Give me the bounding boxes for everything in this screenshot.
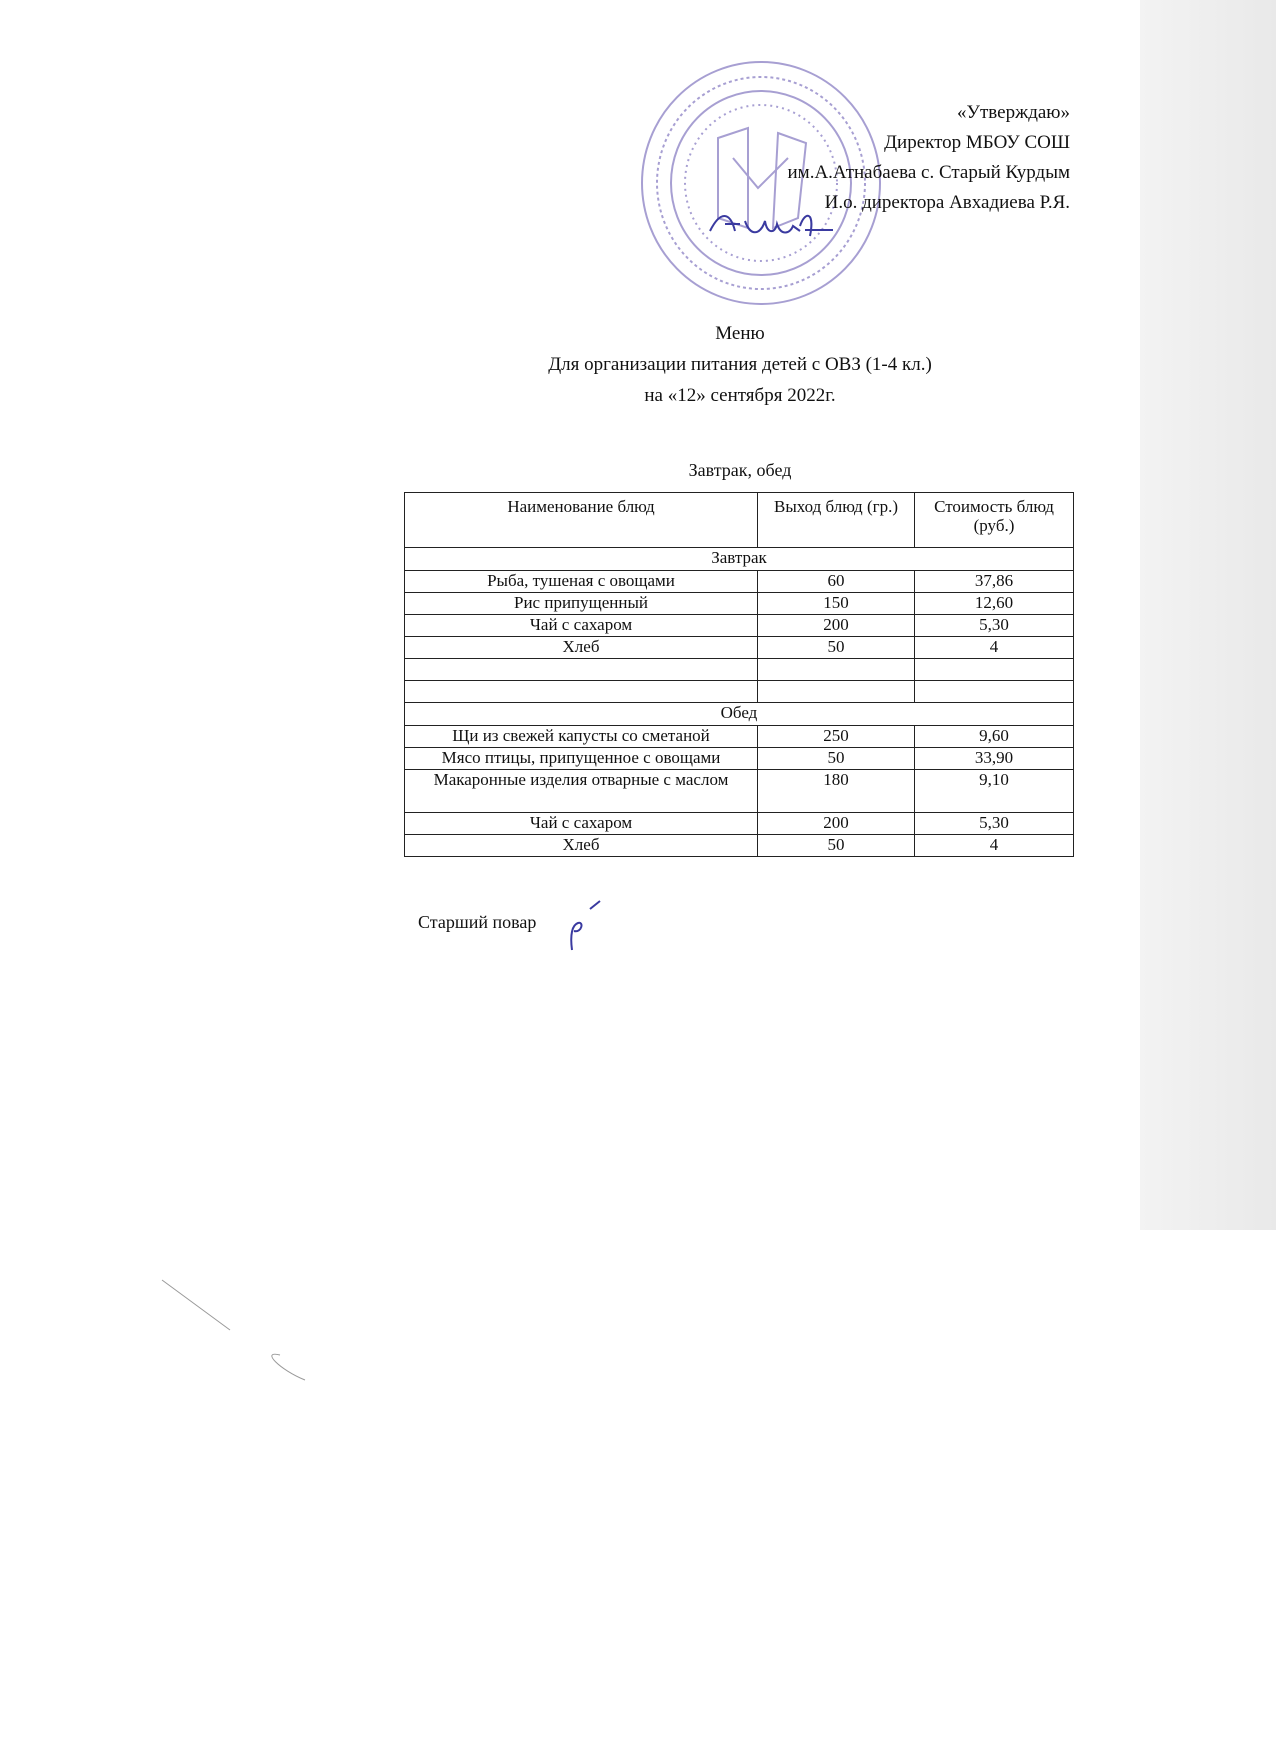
- director-signature: [705, 206, 835, 246]
- dish-price: 12,60: [915, 593, 1074, 615]
- title-purpose: Для организации питания детей с ОВЗ (1-4 кл.): [548, 354, 932, 375]
- table-row: [405, 770, 1074, 813]
- dish-name: Чай с сахаром: [405, 813, 758, 835]
- table-row: [405, 571, 1074, 593]
- empty-cell: [405, 681, 758, 703]
- dish-weight: 60: [758, 571, 915, 593]
- empty-row: [405, 659, 1074, 681]
- dish-name: Мясо птицы, припущенное с овощами: [405, 748, 758, 770]
- table-row: [405, 835, 1074, 857]
- empty-cell: [405, 659, 758, 681]
- table-row: [405, 748, 1074, 770]
- empty-row: [405, 681, 1074, 703]
- scan-edge-shade: [1140, 0, 1276, 1230]
- dish-price: 9,10: [915, 770, 1074, 813]
- dish-name: Макаронные изделия отварные с маслом: [405, 770, 758, 813]
- table-row: [405, 726, 1074, 748]
- dish-price: 33,90: [915, 748, 1074, 770]
- empty-cell: [915, 681, 1074, 703]
- approval-director: И.о. директора Авхадиева Р.Я.: [824, 192, 1070, 213]
- empty-cell: [915, 659, 1074, 681]
- dish-name: Рыба, тушеная с овощами: [405, 571, 758, 593]
- dish-weight: 150: [758, 593, 915, 615]
- cook-signature: [560, 895, 620, 955]
- table-row: [405, 813, 1074, 835]
- title-date: на «12» сентября 2022г.: [644, 385, 836, 406]
- empty-cell: [758, 659, 915, 681]
- dish-name: Щи из свежей капусты со сметаной: [405, 726, 758, 748]
- table-header-row: [405, 493, 1074, 548]
- dish-name: Хлеб: [405, 637, 758, 659]
- dish-price: 37,86: [915, 571, 1074, 593]
- dish-name: Хлеб: [405, 835, 758, 857]
- section-lunch: [405, 703, 1074, 726]
- header-weight: Выход блюд (гр.): [758, 493, 915, 548]
- menu-table: [404, 492, 1074, 857]
- title-menu: Меню: [715, 323, 765, 344]
- dish-weight: 180: [758, 770, 915, 813]
- dish-price: 5,30: [915, 615, 1074, 637]
- approval-block: [788, 98, 1071, 218]
- approval-title: «Утверждаю»: [957, 102, 1070, 123]
- section-label: Завтрак: [405, 548, 1074, 571]
- dish-weight: 200: [758, 615, 915, 637]
- dish-weight: 250: [758, 726, 915, 748]
- empty-cell: [758, 681, 915, 703]
- dish-weight: 50: [758, 748, 915, 770]
- scan-mark: [160, 1270, 310, 1410]
- section-label: Обед: [405, 703, 1074, 726]
- table-row: [405, 615, 1074, 637]
- table-row: [405, 593, 1074, 615]
- cook-label: Старший повар: [418, 912, 537, 932]
- dish-weight: 50: [758, 637, 915, 659]
- approval-school: им.А.Атнабаева с. Старый Курдым: [787, 162, 1070, 183]
- dish-weight: 50: [758, 835, 915, 857]
- section-breakfast: [405, 548, 1074, 571]
- table-row: [405, 637, 1074, 659]
- meal-caption: Завтрак, обед: [688, 460, 792, 480]
- document-title: [360, 318, 1120, 411]
- dish-price: 4: [915, 835, 1074, 857]
- header-price: Стоимость блюд (руб.): [915, 493, 1074, 548]
- approval-position: Директор МБОУ СОШ: [884, 132, 1070, 153]
- dish-price: 4: [915, 637, 1074, 659]
- header-dish-name: Наименование блюд: [405, 493, 758, 548]
- dish-price: 5,30: [915, 813, 1074, 835]
- dish-price: 9,60: [915, 726, 1074, 748]
- dish-name: Рис припущенный: [405, 593, 758, 615]
- dish-name: Чай с сахаром: [405, 615, 758, 637]
- dish-weight: 200: [758, 813, 915, 835]
